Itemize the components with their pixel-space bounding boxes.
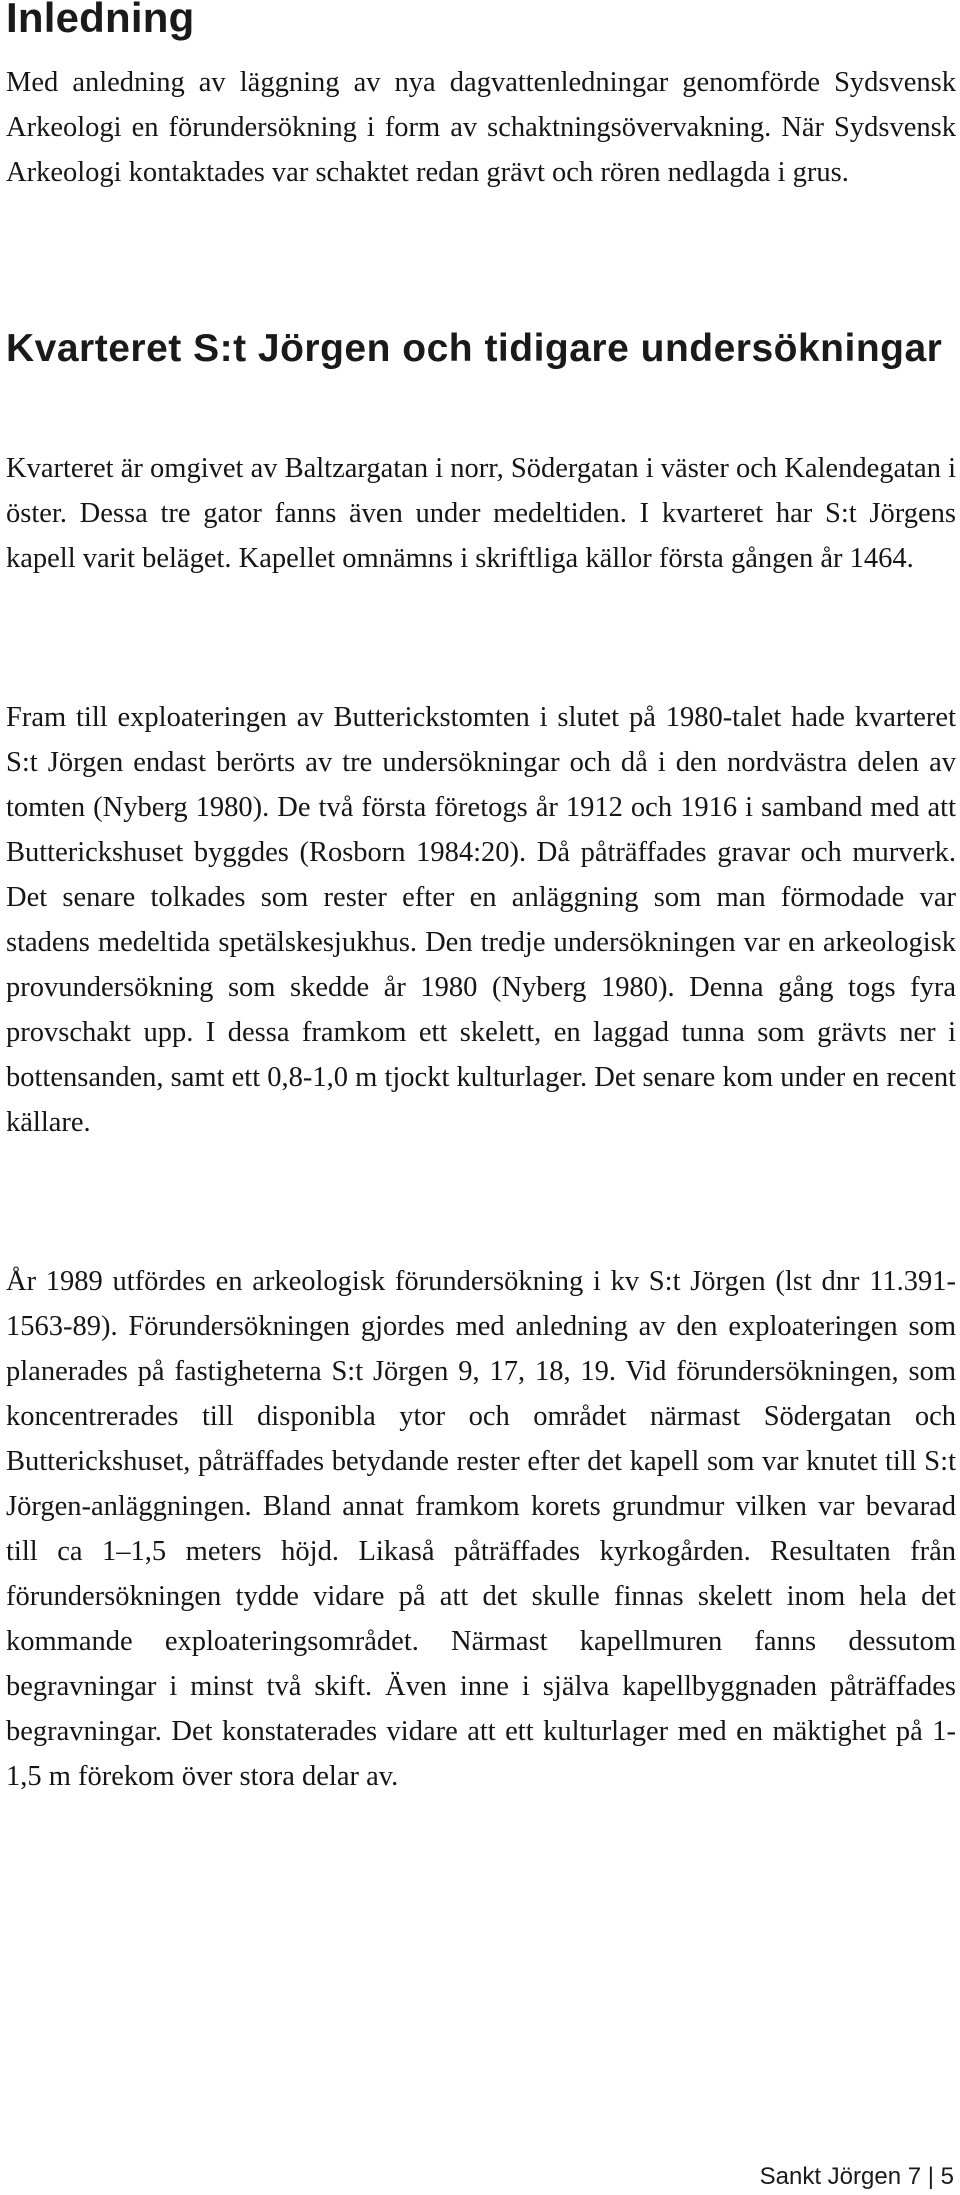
- body-paragraph-1: Kvarteret är omgivet av Baltzargatan i norr, Södergatan i väster och Kalendegatan i öster. Dessa tre gator fanns även under medeltiden. I kvarteret har S:t Jörgens kapell varit beläget. Kapellet omnämns i skriftliga källor första gången år 1464.: [6, 453, 956, 574]
- intro-paragraph: Med anledning av läggning av nya dagvattenledningar genomförde Sydsvensk Arkeologi en förundersökning i form av schaktningsövervakning. När Sydsvensk Arkeologi kontaktades var schaktet redan grävt och rören nedlagda i grus.: [6, 67, 956, 188]
- section-heading-inledning: Inledning: [6, 0, 195, 41]
- body-paragraph-3: År 1989 utfördes en arkeologisk förundersökning i kv S:t Jörgen (lst dnr 11.391-1563-89). Förundersökningen gjordes med anledning av den exploateringen som planerades på fastigheterna S:t Jörgen 9, 17, 18, 19. Vid förundersökningen, som koncentrerades till disponibla ytor och området närmast Södergatan och Butterickshuset, påträffades betydande rester efter det kapell som var knutet till S:t Jörgen-anläggningen. Bland annat framkom korets grundmur vilken var bevarad till ca 1–1,5 meters höjd. Likaså påträffades kyrkogården. Resultaten från förundersökningen tydde vidare på att det skulle finnas skelett inom hela det kommande exploateringsområdet. Närmast kapellmuren fanns dessutom begravningar i minst två skift. Även inne i själva kapellbyggnaden påträffades begravningar. Det konstaterades vidare att ett kulturlager med en mäktighet på 1-1,5 m förekom över stora delar av.: [6, 1266, 956, 1792]
- body-paragraph-2: Fram till exploateringen av Butterickstomten i slutet på 1980-talet hade kvarteret S:t Jörgen endast berörts av tre undersökningar och då i den nordvästra delen av tomten (Nyberg 1980). De två första företogs år 1912 och 1916 i samband med att Butterickshuset byggdes (Rosborn 1984:20). Då påträffades gravar och murverk. Det senare tolkades som rester efter en anläggning som man förmodade var stadens medeltida spetälskesjukhus. Den tredje undersökningen var en arkeologisk provundersökning som skedde år 1980 (Nyberg 1980). Denna gång togs fyra provschakt upp. I dessa framkom ett skelett, en laggad tunna som grävts ner i bottensanden, samt ett 0,8-1,0 m tjockt kulturlager. Det senare kom under en recent källare.: [6, 702, 956, 1138]
- page-footer: Sankt Jörgen 7 | 5: [759, 2163, 954, 2190]
- section-heading-kvarteret: Kvarteret S:t Jörgen och tidigare undersökningar: [6, 327, 943, 370]
